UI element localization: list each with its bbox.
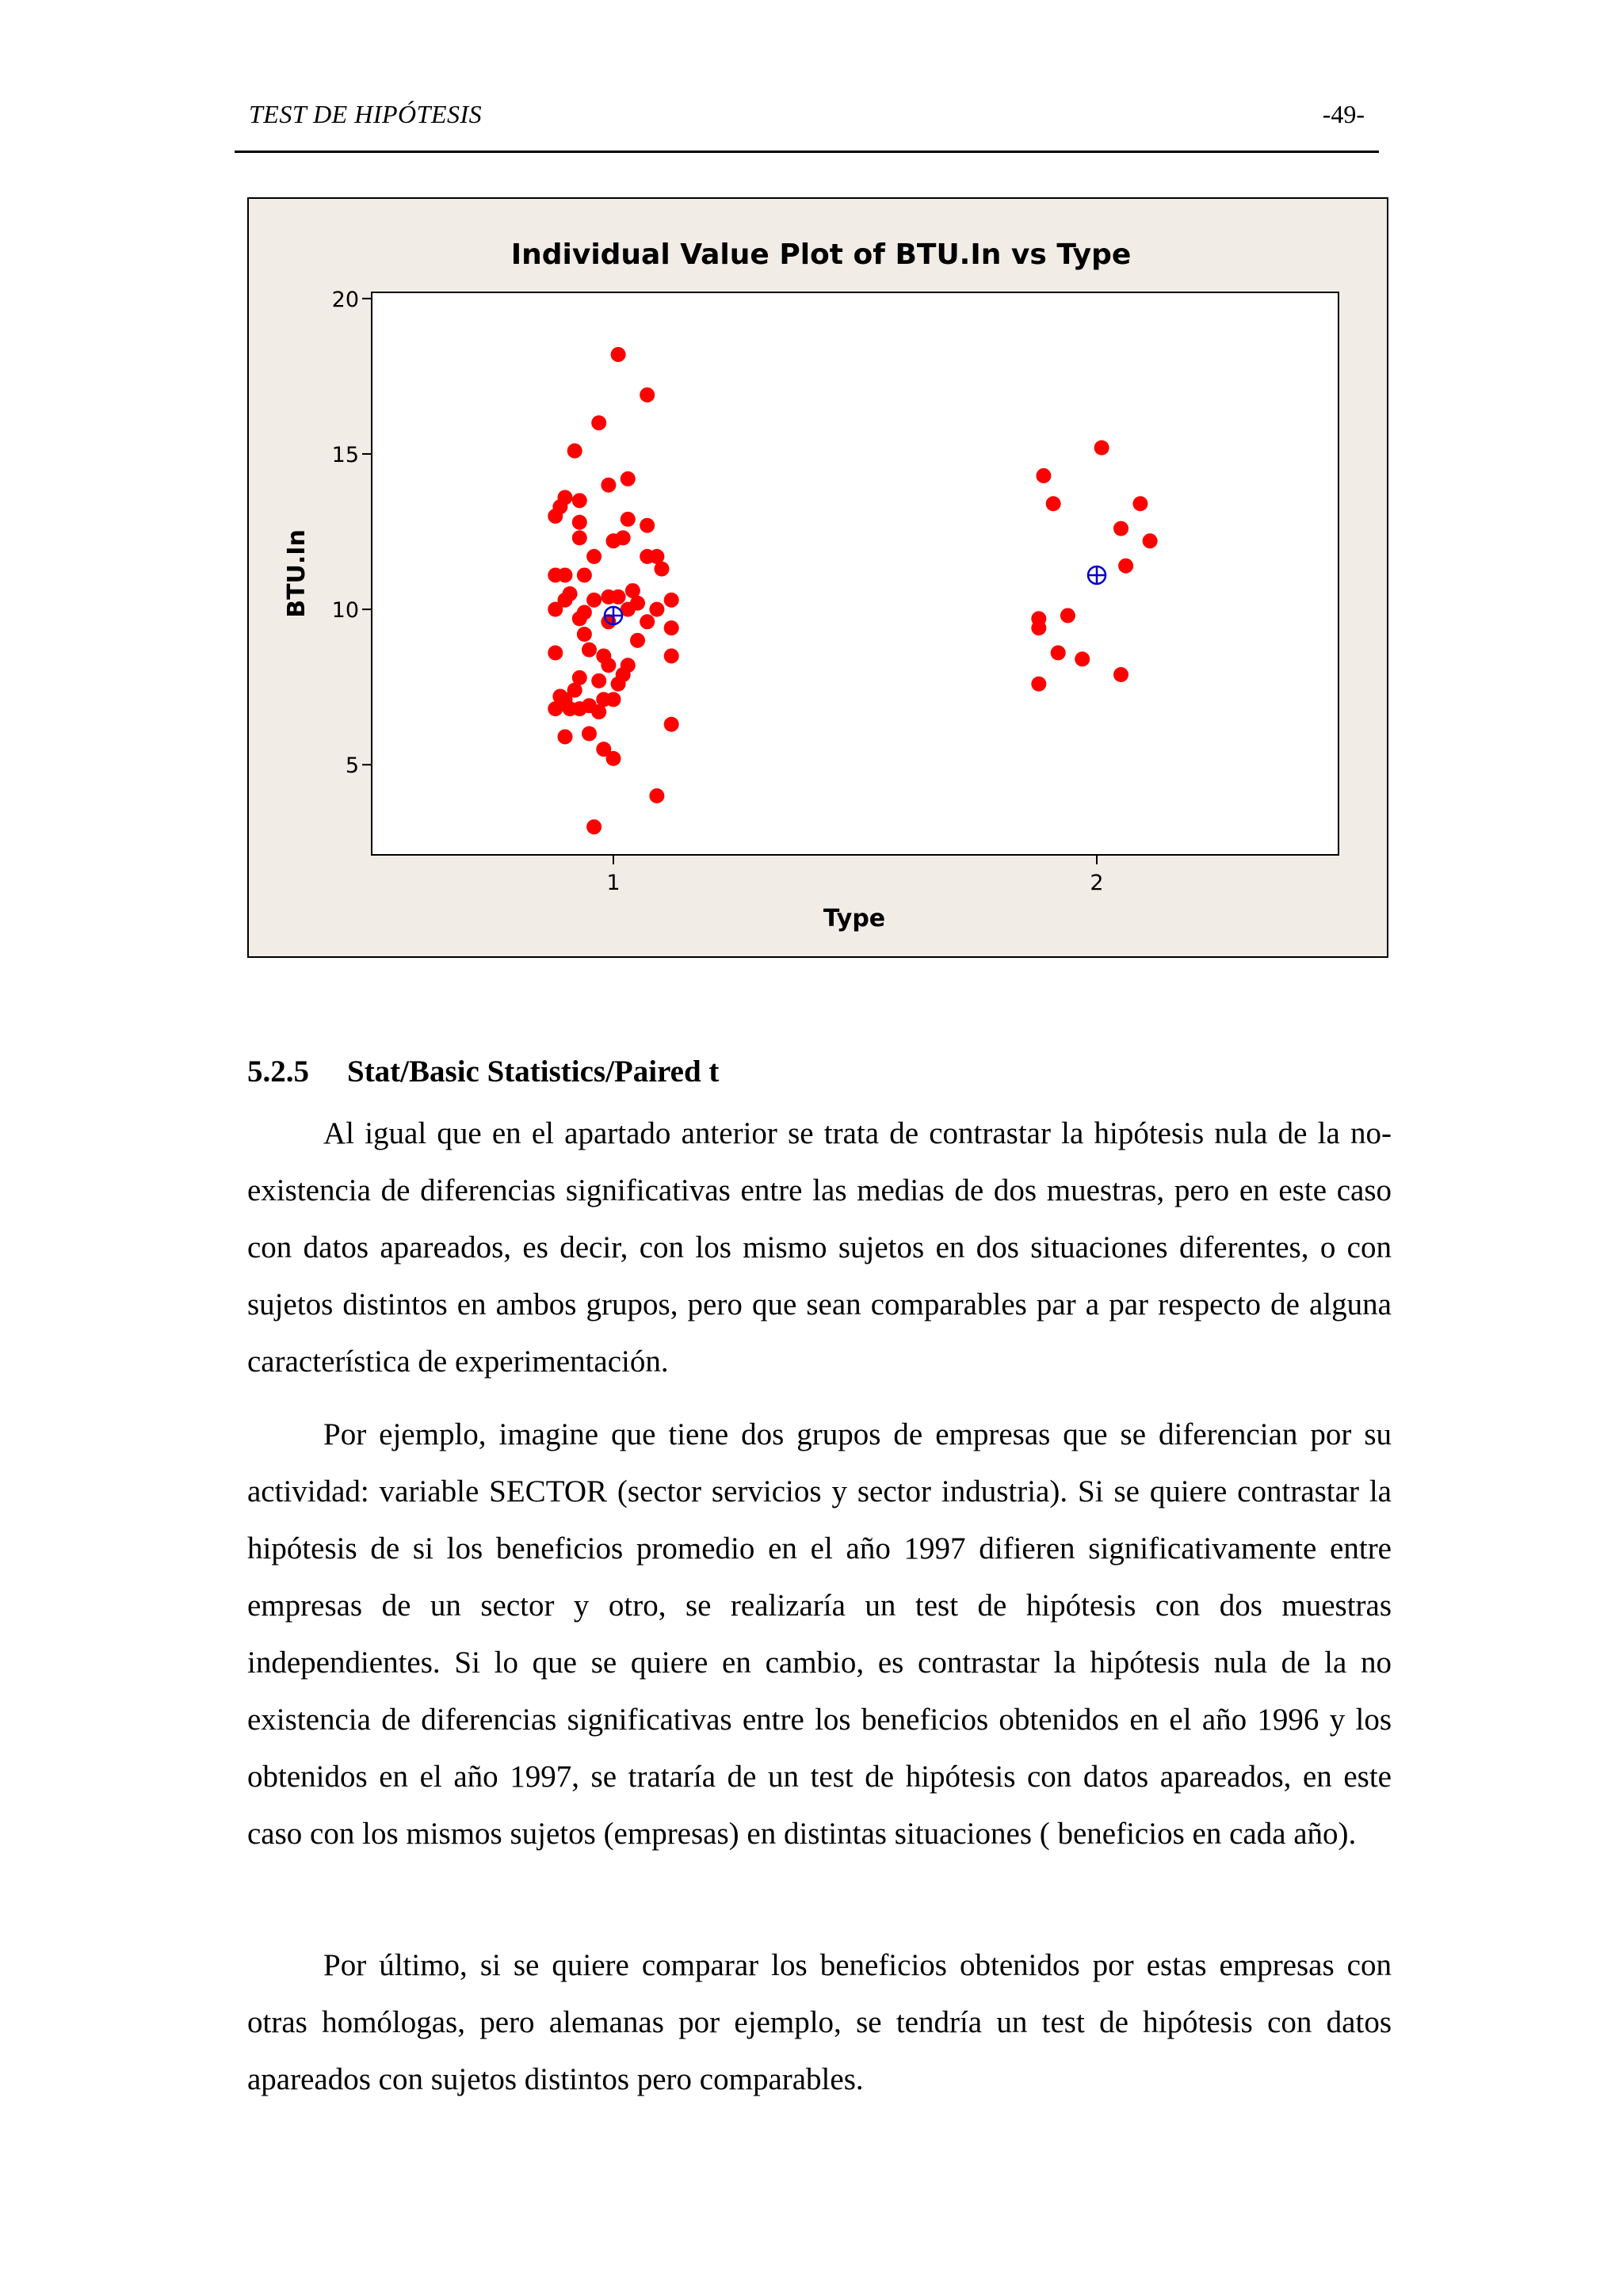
data-point xyxy=(606,692,621,707)
data-point xyxy=(567,444,582,459)
data-point xyxy=(601,478,616,493)
data-point xyxy=(548,509,563,524)
y-axis xyxy=(332,288,372,778)
y-axis-label: BTU.In xyxy=(283,529,311,618)
x-axis xyxy=(606,855,1103,895)
data-point xyxy=(572,530,587,545)
data-point xyxy=(586,819,601,834)
data-point xyxy=(1031,677,1046,692)
data-point xyxy=(606,533,621,548)
data-point xyxy=(548,701,563,716)
data-point xyxy=(1060,608,1075,623)
data-point xyxy=(611,589,626,605)
data-point xyxy=(1143,533,1158,548)
individual-value-plot xyxy=(249,199,1387,956)
data-point xyxy=(611,347,626,362)
data-point xyxy=(572,493,587,508)
data-point xyxy=(621,471,636,486)
page-header xyxy=(235,95,1379,153)
paragraph-2: Por ejemplo, imagine que tiene dos grupos de empresas que se diferencian por su actividad: variable SECTOR (sector servicios y sector industria). Si se quiere contrastar la hipótesis de si los beneficios promedio en el año 1997 difieren significativamente entre empresas de un sector y otro, se realizaría un test de hipótesis con dos muestras independientes. Si lo que se quiere en cambio, es contrastar la hipótesis nula de la no existencia de diferencias significativas entre los beneficios obtenidos en el año 1996 y los obtenidos en el año 1997, se trataría de un test de hipótesis con datos apareados, en este caso con los mismos sujetos (empresas) en distintas situaciones ( beneficios en cada año). xyxy=(247,1417,1392,1851)
data-point xyxy=(548,646,563,661)
data-point xyxy=(558,567,573,582)
section-heading xyxy=(247,1054,719,1089)
data-point xyxy=(1113,521,1128,536)
data-point xyxy=(1046,496,1061,511)
data-point xyxy=(611,677,626,692)
page-number: -49- xyxy=(1322,100,1365,128)
data-point xyxy=(591,704,606,719)
data-point xyxy=(1113,667,1128,682)
y-tick-label: 20 xyxy=(331,287,359,312)
section-title: Stat/Basic Statistics/Paired t xyxy=(347,1055,720,1089)
data-point xyxy=(664,717,679,732)
mean-marker xyxy=(605,607,622,624)
data-point xyxy=(572,515,587,530)
data-point xyxy=(577,627,592,642)
data-point xyxy=(1094,441,1109,456)
data-point xyxy=(591,415,606,430)
data-point xyxy=(1051,646,1066,661)
paragraph-3: Por último, si se quiere comparar los beneficios obtenidos por estas empresas con otras homólogas, pero alemanas por ejemplo, se tendría un test de hipótesis con datos apareados con sujetos distintos pero comparables. xyxy=(247,1948,1392,2096)
y-tick-label: 15 xyxy=(331,442,359,467)
paragraph-1: Al igual que en el apartado anterior se trata de contrastar la hipótesis nula de la no-existencia de diferencias significativas entre las medias de dos muestras, pero en este caso con datos apareados, es decir, con los mismo sujetos en dos situaciones diferentes, o con sujetos distintos en ambos grupos, pero que sean comparables par a par respecto de alguna característica de experimentación. xyxy=(247,1116,1392,1379)
data-point xyxy=(577,567,592,582)
data-point xyxy=(601,658,616,673)
data-point xyxy=(1132,496,1148,511)
data-point xyxy=(548,602,563,617)
data-point xyxy=(1118,559,1133,574)
data-point xyxy=(558,729,573,744)
data-point xyxy=(640,387,655,402)
data-point xyxy=(664,648,679,663)
data-point xyxy=(1075,651,1090,666)
data-point xyxy=(1031,620,1046,635)
x-tick-label: 2 xyxy=(1090,871,1104,895)
chart-title: Individual Value Plot of BTU.In vs Type xyxy=(510,238,1132,271)
data-point xyxy=(1036,468,1051,483)
data-point xyxy=(664,593,679,608)
data-point xyxy=(572,611,587,626)
data-point xyxy=(621,512,636,527)
data-point xyxy=(586,549,601,564)
x-axis-label: Type xyxy=(823,905,886,933)
section-number: 5.2.5 xyxy=(247,1055,309,1089)
data-point xyxy=(582,643,597,658)
data-point xyxy=(649,788,664,803)
data-point xyxy=(630,633,645,648)
data-point xyxy=(586,593,601,608)
data-point xyxy=(649,602,664,617)
y-tick-label: 10 xyxy=(331,598,359,624)
mean-marker xyxy=(1088,566,1106,584)
data-point xyxy=(655,562,670,577)
plot-area xyxy=(372,292,1338,855)
data-point xyxy=(591,673,606,688)
running-title: TEST DE HIPÓTESIS xyxy=(249,100,483,128)
y-tick-label: 5 xyxy=(345,753,359,779)
data-point xyxy=(582,727,597,742)
chart-figure xyxy=(247,197,1388,958)
data-point xyxy=(606,751,621,766)
data-point xyxy=(640,614,655,629)
data-point xyxy=(640,518,655,533)
data-point xyxy=(664,620,679,635)
x-tick-label: 1 xyxy=(606,871,621,895)
